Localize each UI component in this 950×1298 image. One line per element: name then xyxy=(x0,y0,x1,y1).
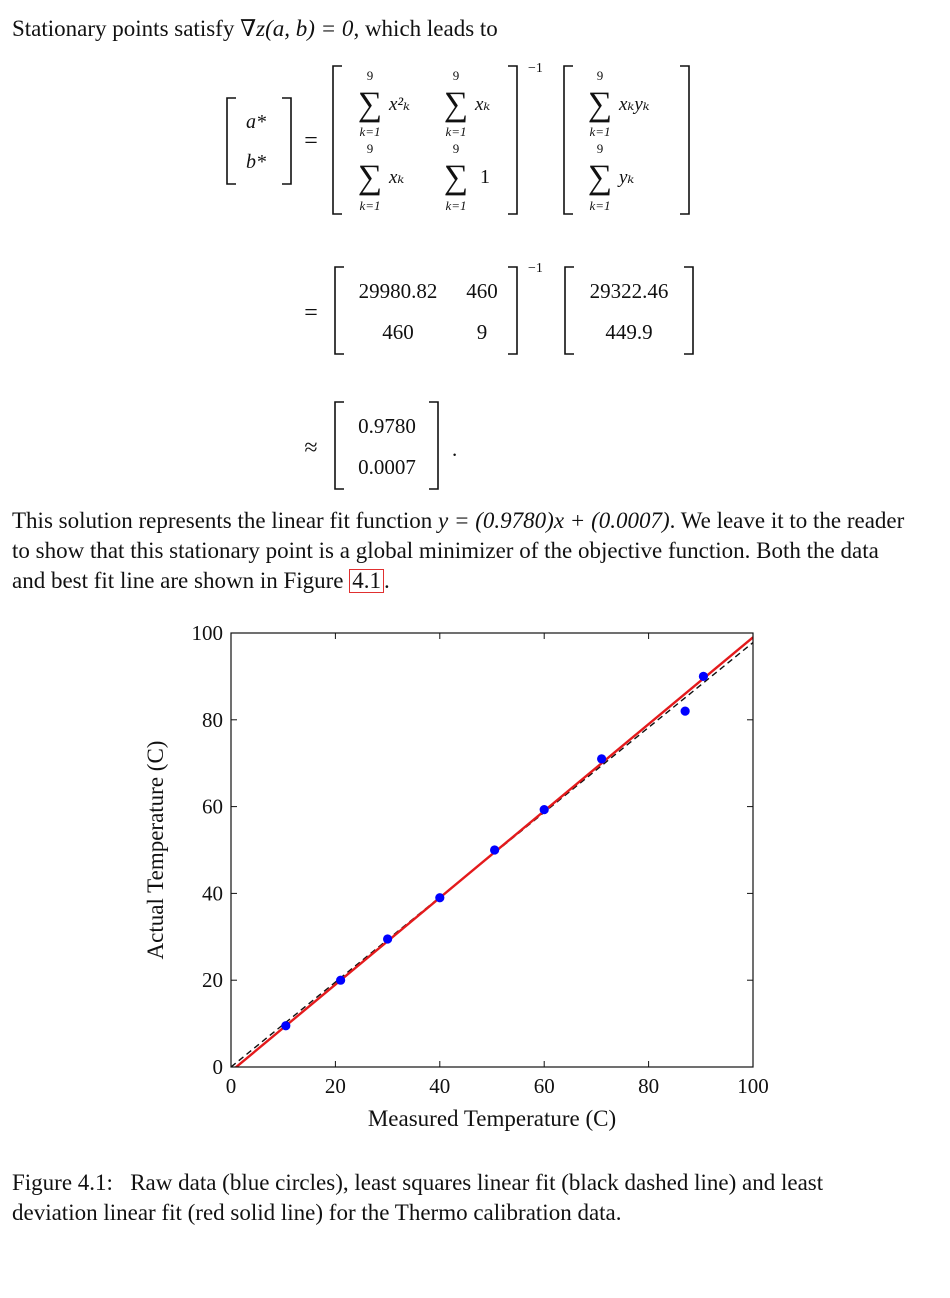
num-m21: 460 xyxy=(382,320,414,344)
inverse-superscript-1: −1 xyxy=(528,61,543,76)
x-tick-label-3: 60 xyxy=(533,1074,555,1098)
sym-m12: xₖ xyxy=(475,94,491,115)
sum-sign-12: ∑ xyxy=(443,86,469,123)
sym-m11: x²ₖ xyxy=(389,94,411,115)
num-matrix-left-bracket xyxy=(335,267,344,354)
y-tick-label-1: 20 xyxy=(202,968,223,993)
sym-vector-right-bracket xyxy=(680,66,689,214)
body-paragraph xyxy=(12,506,912,596)
sum-upper-v2: 9 xyxy=(596,141,604,156)
inverse-superscript-2: −1 xyxy=(528,261,543,276)
num-m22: 9 xyxy=(476,320,488,344)
sum-sign-21: ∑ xyxy=(357,159,383,196)
x-tick-label-0: 0 xyxy=(225,1074,237,1098)
num-vector-left-bracket xyxy=(565,267,574,354)
sum-upper-11: 9 xyxy=(366,68,374,83)
y-tick-label-5: 100 xyxy=(191,621,223,645)
sum-sign-v2: ∑ xyxy=(587,159,613,196)
sym-matrix-left-bracket xyxy=(333,66,342,214)
sum-lower-22: k=1 xyxy=(445,198,467,213)
data-point-3 xyxy=(435,893,444,902)
num-m12: 460 xyxy=(466,279,498,303)
sym-m22: 1 xyxy=(480,166,490,188)
approx-sign: ≈ xyxy=(304,435,318,461)
x-tick-label-1: 20 xyxy=(324,1074,346,1098)
x-axis-label: Measured Temperature (C) xyxy=(367,1106,617,1131)
y-axis-label: Actual Temperature (C) xyxy=(143,740,168,960)
data-point-2 xyxy=(383,934,392,943)
equals-sign-1: = xyxy=(304,128,318,154)
caption-text: Raw data (blue circles), least squares linear fit (black dashed line) and least deviation linear fit (red solid line) for the Thermo calibration data. xyxy=(12,1170,824,1225)
result-r1: 0.9780 xyxy=(358,414,416,438)
result-left-bracket xyxy=(335,402,344,489)
num-v2: 449.9 xyxy=(605,320,653,344)
x-tick-label-4: 80 xyxy=(638,1074,660,1098)
body-part1: This solution represents the linear fit function xyxy=(12,508,439,533)
x-tick-label-5: 100 xyxy=(737,1074,769,1098)
sym-matrix-right-bracket xyxy=(508,66,517,214)
y-tick-label-0: 0 xyxy=(212,1055,223,1079)
sum-lower-v2: k=1 xyxy=(589,198,611,213)
result-period: . xyxy=(452,437,458,461)
y-tick-label-2: 40 xyxy=(202,881,223,906)
fit-function: y = (0.9780)x + (0.0007) xyxy=(438,508,670,533)
sym-v1: xₖyₖ xyxy=(619,94,650,115)
least-deviation-fit-line xyxy=(231,637,753,1071)
sum-lower-11: k=1 xyxy=(359,124,381,139)
figure-4-1 xyxy=(0,600,950,1160)
x-tick-label-2: 40 xyxy=(429,1074,451,1098)
scatter-chart xyxy=(0,600,950,1160)
body-part2: . We leave it to the reader to show that this stationary point is a global minimizer of the objective function. Both the data and best fit line are shown in Figure xyxy=(12,508,905,593)
body-part3: . xyxy=(384,568,390,593)
sum-upper-12: 9 xyxy=(452,68,460,83)
data-point-0 xyxy=(281,1021,290,1030)
equation-block xyxy=(0,0,950,500)
num-matrix-right-bracket xyxy=(508,267,517,354)
num-m11: 29980.82 xyxy=(358,279,438,303)
sum-upper-v1: 9 xyxy=(596,68,604,83)
equals-sign-2: = xyxy=(304,300,318,326)
sum-lower-12: k=1 xyxy=(445,124,467,139)
data-point-4 xyxy=(490,845,499,854)
y-tick-label-4: 80 xyxy=(202,707,223,732)
figure-ref-link[interactable]: 4.1 xyxy=(349,569,384,593)
y-tick-label-3: 60 xyxy=(202,794,223,819)
intro-text-before: Stationary points satisfy xyxy=(12,16,241,41)
result-right-bracket xyxy=(429,402,438,489)
gradient-expression: ∇z(a, b) = 0 xyxy=(240,16,354,41)
sum-sign-v1: ∑ xyxy=(587,86,613,123)
sum-upper-22: 9 xyxy=(452,141,460,156)
num-v1: 29322.46 xyxy=(589,279,669,303)
lhs-b-star: b* xyxy=(246,151,266,173)
sum-lower-v1: k=1 xyxy=(589,124,611,139)
fit-lines-layer xyxy=(231,637,753,1071)
sym-vector-left-bracket xyxy=(564,66,573,214)
data-point-8 xyxy=(699,672,708,681)
intro-text-after: , which leads to xyxy=(353,16,498,41)
lhs-left-bracket xyxy=(227,98,236,184)
sym-v2: yₖ xyxy=(619,167,635,188)
sum-lower-21: k=1 xyxy=(359,198,381,213)
sum-sign-22: ∑ xyxy=(443,159,469,196)
sum-upper-21: 9 xyxy=(366,141,374,156)
lhs-a-star: a* xyxy=(246,111,266,133)
figure-caption xyxy=(12,1168,912,1228)
caption-label: Figure 4.1: xyxy=(12,1170,113,1195)
data-point-1 xyxy=(336,976,345,985)
lhs-right-bracket xyxy=(282,98,291,184)
data-point-6 xyxy=(597,754,606,763)
num-vector-right-bracket xyxy=(684,267,693,354)
data-point-7 xyxy=(681,707,690,716)
sym-m21: xₖ xyxy=(389,167,405,188)
data-point-5 xyxy=(540,805,549,814)
ticks-layer xyxy=(192,621,769,1098)
result-r2: 0.0007 xyxy=(358,455,416,479)
sum-sign-11: ∑ xyxy=(357,86,383,123)
